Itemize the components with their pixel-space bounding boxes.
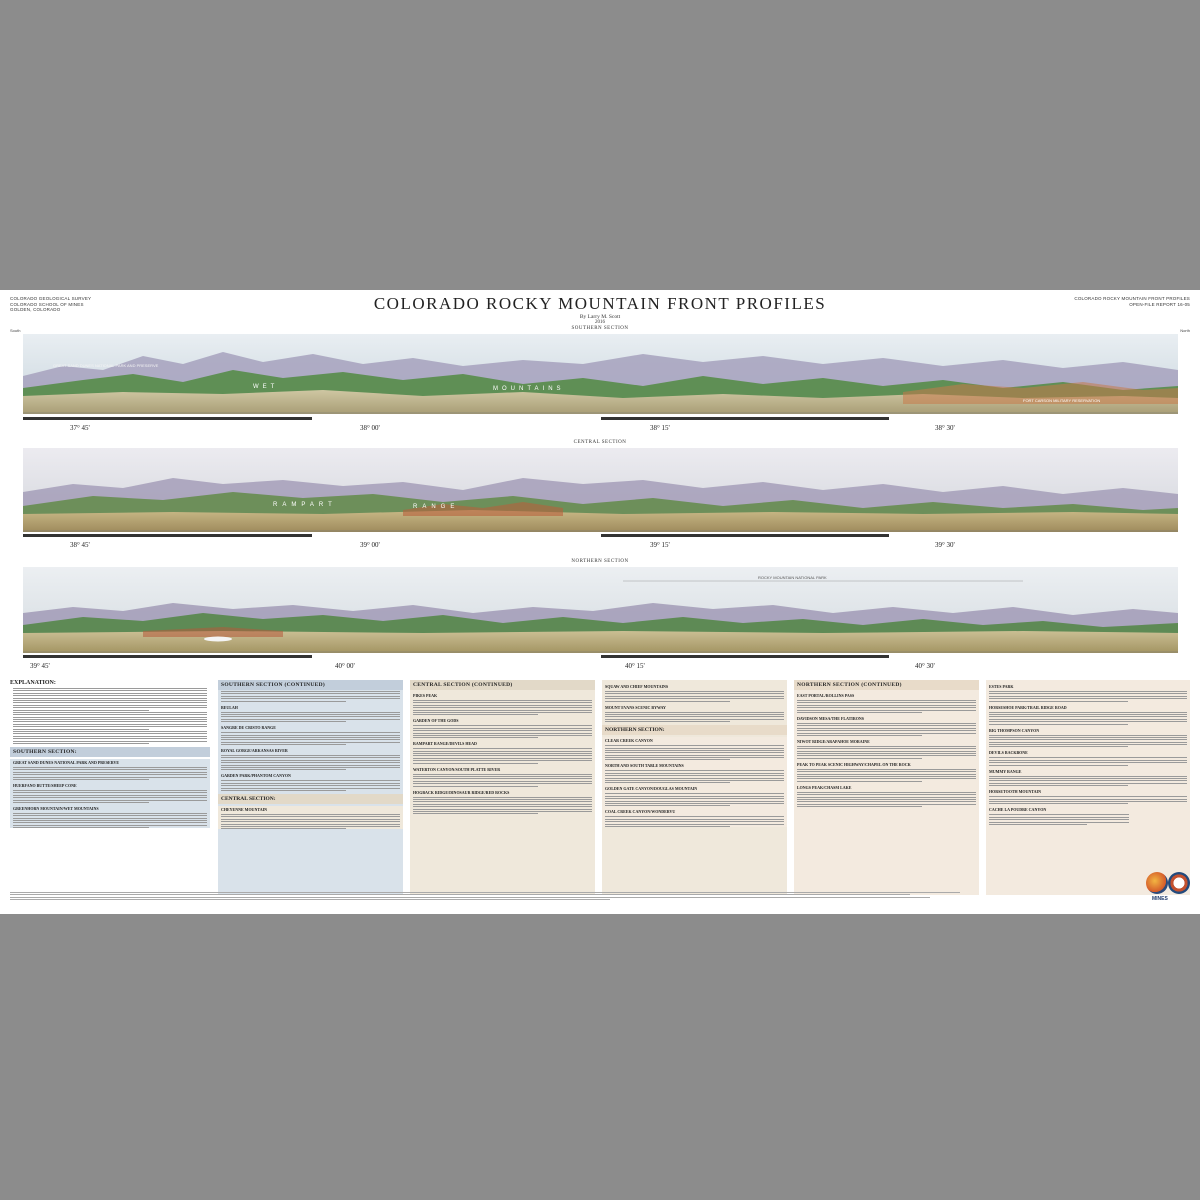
column-central-continued xyxy=(410,680,595,895)
entry-heading: CACHE LA POUDRE CANYON xyxy=(989,807,1047,813)
northern-heading: NORTHERN SECTION: xyxy=(602,725,787,735)
central-heading: CENTRAL SECTION: xyxy=(218,794,403,804)
northern-section-label: NORTHERN SECTION xyxy=(571,559,629,564)
publisher-line: COLORADO GEOLOGICAL SURVEY xyxy=(10,296,92,301)
southern-items-panel xyxy=(10,759,210,828)
column-heading: SOUTHERN SECTION (CONTINUED) xyxy=(218,680,403,690)
column-northern-final xyxy=(986,680,1190,895)
southern-heading: SOUTHERN SECTION: xyxy=(13,748,77,755)
southern-section-label: SOUTHERN SECTION xyxy=(571,326,629,331)
entry-heading: PEAK TO PEAK SCENIC HIGHWAY/CHAPEL ON THE ROCK xyxy=(797,761,911,767)
entry-heading: HUERFANO BUTTE/SHEEP CONE xyxy=(13,782,77,788)
entry-heading: GREAT SAND DUNES NATIONAL PARK AND PRESERVE xyxy=(13,759,120,765)
entry-heading: COAL CREEK CANYON/WONDERVU xyxy=(605,809,676,815)
column-heading: NORTHERN SECTION (CONTINUED) xyxy=(794,680,979,690)
latitude-label: 39° 15' xyxy=(650,541,670,549)
entry-heading: MUMMY RANGE xyxy=(989,768,1022,774)
entry-heading: ESTES PARK xyxy=(989,684,1014,689)
entry-heading: RAMPART RANGE/DEVILS HEAD xyxy=(413,741,477,747)
central-section-label: CENTRAL SECTION xyxy=(573,440,627,445)
region-label: GREAT SAND DUNES NATIONAL PARK AND PRESERVE xyxy=(53,363,159,368)
latitude-label: 39° 45' xyxy=(30,662,50,670)
entry-heading: BEULAH xyxy=(221,704,238,710)
publisher-line: GOLDEN, COLORADO xyxy=(10,307,61,312)
column-explanation xyxy=(10,680,210,895)
latitude-label: 40° 15' xyxy=(625,662,645,670)
geological-survey-seal xyxy=(1146,872,1168,894)
entry-heading: EAST PORTAL/ROLLINS PASS xyxy=(797,693,855,698)
latitude-label: 40° 00' xyxy=(335,662,355,670)
region-label: ROCKY MOUNTAIN NATIONAL PARK xyxy=(758,575,827,580)
column-northern xyxy=(602,680,787,895)
southern-profile xyxy=(23,334,1178,414)
latitude-label: 38° 30' xyxy=(935,424,955,432)
mines-logo: MINES xyxy=(1152,896,1168,902)
northern-latitude-bar xyxy=(23,655,1178,658)
column-northern-continued xyxy=(794,680,979,895)
column-heading: CENTRAL SECTION (CONTINUED) xyxy=(410,680,595,690)
entry-heading: GARDEN PARK/PHANTOM CANYON xyxy=(221,773,291,779)
latitude-label: 38° 00' xyxy=(360,424,380,432)
region-label: RAMPART xyxy=(273,502,337,508)
entry-heading: BIG THOMPSON CANYON xyxy=(989,727,1040,733)
central-profile-graphic xyxy=(23,448,1178,532)
report-line: OPEN-FILE REPORT 16-05 xyxy=(1129,301,1190,307)
region-label: MOUNTAINS xyxy=(493,386,565,392)
latitude-label: 39° 00' xyxy=(360,541,380,549)
entry-heading: GREENHORN MOUNTAIN/WET MOUNTAINS xyxy=(13,805,99,811)
entry-heading: ROYAL GORGE/ARKANSAS RIVER xyxy=(221,748,288,754)
south-edge-label: South xyxy=(10,328,21,333)
southern-profile-graphic xyxy=(23,334,1178,414)
northern-profile xyxy=(23,567,1178,653)
entry-heading: HORSETOOTH MOUNTAIN xyxy=(989,789,1041,795)
entry-heading: MOUNT EVANS SCENIC BYWAY xyxy=(605,704,666,710)
explanation-heading: EXPLANATION: xyxy=(10,680,56,686)
entry-heading: CHEYENNE MOUNTAIN xyxy=(221,806,268,812)
northern-profile-graphic xyxy=(23,567,1178,653)
entry-heading: DEVILS BACKBONE xyxy=(989,750,1028,756)
entry-heading: GARDEN OF THE GODS xyxy=(413,718,459,724)
state-seal xyxy=(1168,872,1190,894)
latitude-label: 40° 30' xyxy=(915,662,935,670)
southern-latitude-bar xyxy=(23,417,1178,420)
latitude-label: 39° 30' xyxy=(935,541,955,549)
footnotes xyxy=(10,892,1010,901)
entry-heading: DAVIDSON MESA/THE FLATIRONS xyxy=(797,715,864,721)
entry-heading: HOGBACK RIDGE/DINOSAUR RIDGE/RED ROCKS xyxy=(413,789,510,795)
description-columns xyxy=(10,680,1190,895)
page-title: COLORADO ROCKY MOUNTAIN FRONT PROFILES xyxy=(373,294,827,313)
entry-heading: SANGRE DE CRISTO RANGE xyxy=(221,725,276,731)
entry-heading: LONGS PEAK/CHASM LAKE xyxy=(797,784,852,790)
central-profile xyxy=(23,448,1178,532)
region-label: WET xyxy=(253,384,279,390)
author-line: By Larry M. Scott xyxy=(579,314,621,320)
entry-heading: PIKES PEAK xyxy=(413,693,438,698)
central-latitude-bar xyxy=(23,534,1178,537)
region-label: FORT CARSON MILITARY RESERVATION xyxy=(1023,398,1101,403)
report-line: COLORADO ROCKY MOUNTAIN FRONT PROFILES xyxy=(1074,296,1190,301)
region-label: RANGE xyxy=(413,504,460,510)
poster-sheet xyxy=(0,290,1200,914)
entry-heading: HORSESHOE PARK/TRAIL RIDGE ROAD xyxy=(989,704,1067,710)
southern-section-panel xyxy=(10,747,210,757)
latitude-label: 38° 15' xyxy=(650,424,670,432)
year-line: 2016 xyxy=(595,320,605,325)
latitude-label: 38° 45' xyxy=(70,541,90,549)
entry-heading: GOLDEN GATE CANYON/DOUGLAS MOUNTAIN xyxy=(605,786,698,792)
north-edge-label: North xyxy=(1180,328,1190,333)
entry-heading: NIWOT RIDGE/ARAPAHOE MORAINE xyxy=(797,738,870,744)
latitude-label: 37° 45' xyxy=(70,424,90,432)
entry-heading: SQUAW AND CHIEF MOUNTAINS xyxy=(605,684,669,689)
entry-heading: NORTH AND SOUTH TABLE MOUNTAINS xyxy=(605,763,684,769)
explanation-text xyxy=(13,688,207,744)
publisher-line: COLORADO SCHOOL OF MINES xyxy=(10,301,84,307)
entry-heading: CLEAR CREEK CANYON xyxy=(605,738,653,744)
column-southern-continued xyxy=(218,680,403,895)
entry-heading: WATERTON CANYON/SOUTH PLATTE RIVER xyxy=(413,766,501,772)
